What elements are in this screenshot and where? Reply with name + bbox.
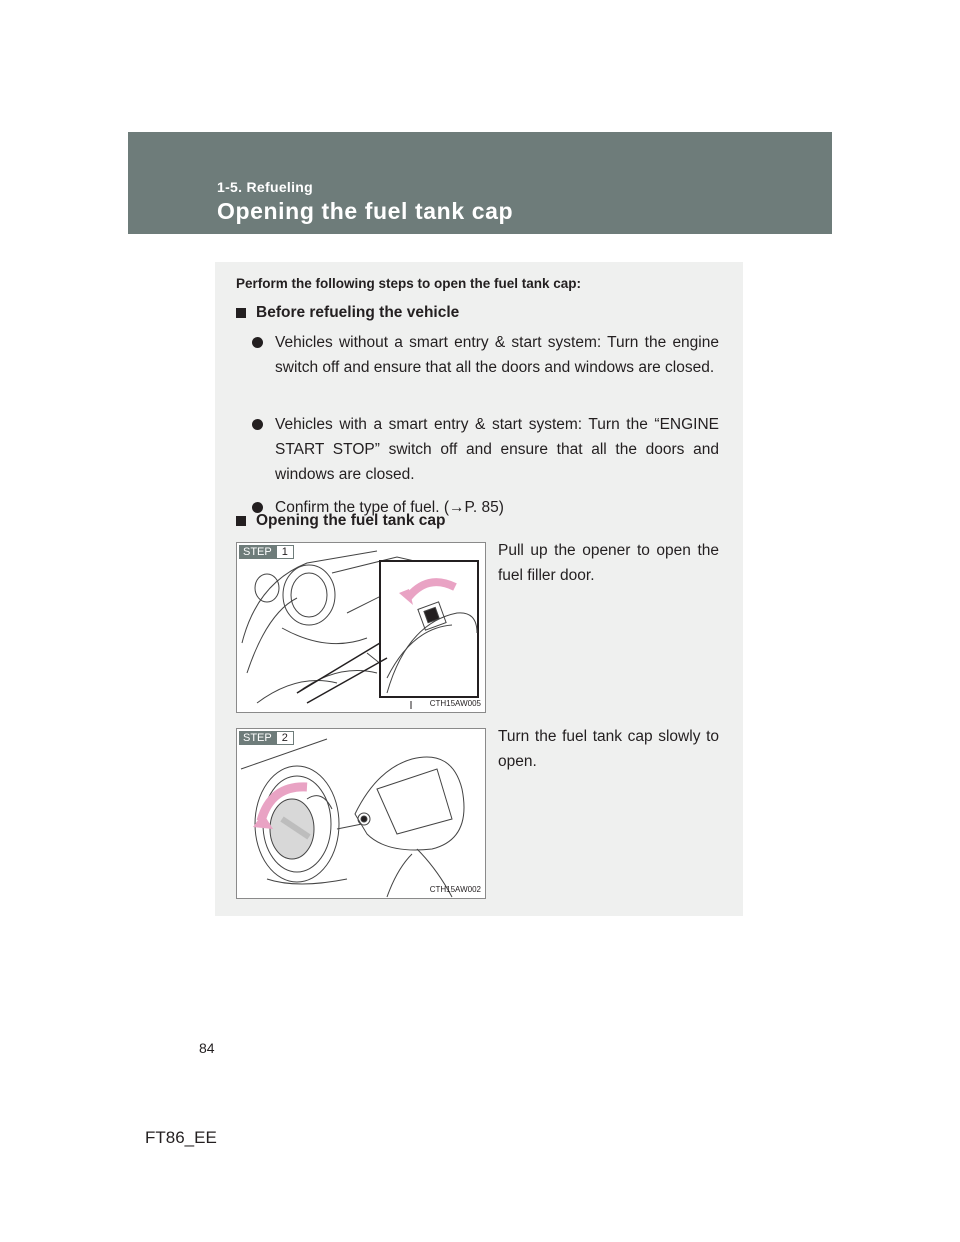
step-word: STEP — [239, 545, 276, 559]
step-2-tag — [239, 731, 294, 745]
page-number: 84 — [199, 1040, 215, 1056]
fuel-cap-drawing — [237, 729, 485, 898]
before-refueling-heading — [236, 304, 459, 322]
figure-code: CTH15AW005 — [429, 699, 481, 708]
figure-code: CTH15AW002 — [429, 885, 481, 894]
bullet-text: Vehicles with a smart entry & start system: Turn the “ENGINE START STOP” switch off and ensure that all the doors and windows are closed. — [275, 416, 719, 483]
page-title: Opening the fuel tank cap — [217, 198, 514, 224]
step-2-text: Turn the fuel tank cap slowly to open. — [498, 728, 719, 770]
step-1-text: Pull up the opener to open the fuel filler door. — [498, 542, 719, 584]
bullet-dot-icon — [252, 337, 263, 348]
step-number: 1 — [276, 545, 294, 559]
dashboard-opener-drawing — [237, 543, 485, 712]
bullet-text: Vehicles without a smart entry & start system: Turn the engine switch off and ensure that all the doors and windows are closed. — [275, 334, 719, 376]
before-refueling-heading-text: Before refueling the vehicle — [256, 304, 460, 321]
step-number: 2 — [276, 731, 294, 745]
opening-cap-heading — [236, 512, 445, 530]
step-1-tag — [239, 545, 294, 559]
section-label: 1-5. Refueling — [217, 179, 313, 195]
intro-text: Perform the following steps to open the fuel tank cap: — [236, 276, 582, 291]
bullet-item — [275, 330, 719, 380]
step-2-illustration — [236, 728, 486, 899]
document-code: FT86_EE — [145, 1128, 217, 1147]
content-panel — [215, 262, 743, 916]
step-word: STEP — [239, 731, 276, 745]
step-1-illustration — [236, 542, 486, 713]
opening-cap-heading-text: Opening the fuel tank cap — [256, 512, 446, 529]
bullet-item — [275, 412, 719, 487]
bullet-text: Confirm the type of fuel. (→P. 85) — [275, 499, 504, 516]
square-bullet-icon — [236, 516, 246, 526]
header-bar — [128, 132, 832, 234]
bullet-dot-icon — [252, 419, 263, 430]
square-bullet-icon — [236, 308, 246, 318]
